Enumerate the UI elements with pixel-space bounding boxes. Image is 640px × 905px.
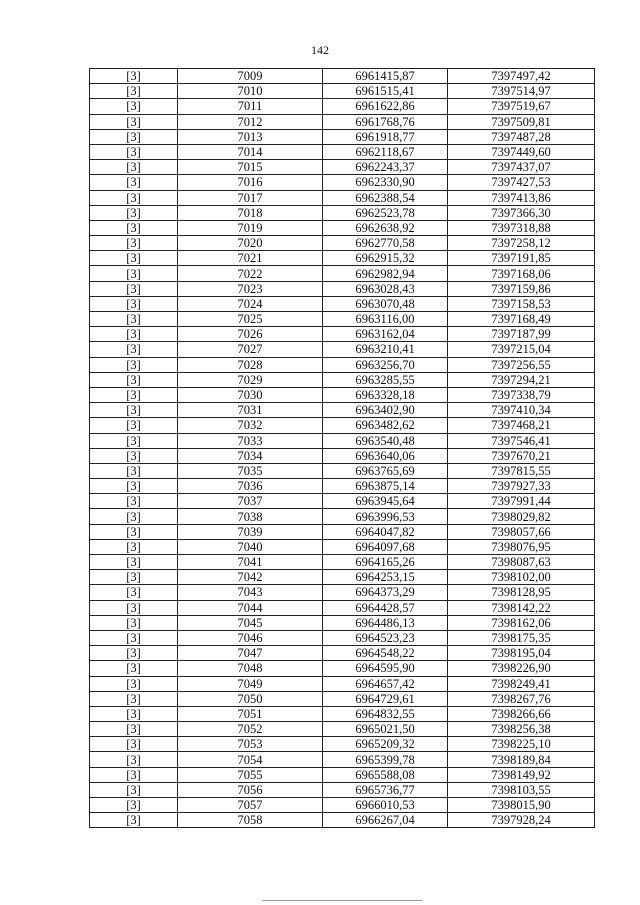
table-row <box>90 175 595 190</box>
point-number-cell: 7020 <box>178 236 323 251</box>
y-coordinate-cell: 7397927,33 <box>448 479 595 494</box>
point-number-cell: 7013 <box>178 129 323 144</box>
y-coordinate-cell: 7397815,55 <box>448 463 595 478</box>
table-row <box>90 84 595 99</box>
zone-cell: [3] <box>90 722 178 737</box>
x-coordinate-cell: 6963765,69 <box>323 463 448 478</box>
point-number-cell: 7043 <box>178 585 323 600</box>
table-row <box>90 813 595 828</box>
x-coordinate-cell: 6962770,58 <box>323 236 448 251</box>
point-number-cell: 7022 <box>178 266 323 281</box>
table-row <box>90 798 595 813</box>
point-number-cell: 7031 <box>178 403 323 418</box>
x-coordinate-cell: 6964523,23 <box>323 630 448 645</box>
point-number-cell: 7018 <box>178 205 323 220</box>
zone-cell: [3] <box>90 570 178 585</box>
zone-cell: [3] <box>90 357 178 372</box>
point-number-cell: 7053 <box>178 737 323 752</box>
zone-cell: [3] <box>90 387 178 402</box>
table-row <box>90 418 595 433</box>
point-number-cell: 7010 <box>178 84 323 99</box>
zone-cell: [3] <box>90 509 178 524</box>
y-coordinate-cell: 7398256,38 <box>448 722 595 737</box>
zone-cell: [3] <box>90 205 178 220</box>
y-coordinate-cell: 7397514,97 <box>448 84 595 99</box>
y-coordinate-cell: 7397338,79 <box>448 387 595 402</box>
y-coordinate-cell: 7397437,07 <box>448 160 595 175</box>
zone-cell: [3] <box>90 691 178 706</box>
zone-cell: [3] <box>90 737 178 752</box>
table-row <box>90 433 595 448</box>
zone-cell: [3] <box>90 220 178 235</box>
point-number-cell: 7030 <box>178 387 323 402</box>
zone-cell: [3] <box>90 342 178 357</box>
x-coordinate-cell: 6962330,90 <box>323 175 448 190</box>
y-coordinate-cell: 7398087,63 <box>448 555 595 570</box>
x-coordinate-cell: 6963162,04 <box>323 327 448 342</box>
point-number-cell: 7035 <box>178 463 323 478</box>
x-coordinate-cell: 6961918,77 <box>323 129 448 144</box>
table-row <box>90 509 595 524</box>
table-row <box>90 372 595 387</box>
y-coordinate-cell: 7398149,92 <box>448 767 595 782</box>
table-row <box>90 752 595 767</box>
x-coordinate-cell: 6965021,50 <box>323 722 448 737</box>
point-number-cell: 7032 <box>178 418 323 433</box>
x-coordinate-cell: 6961622,86 <box>323 99 448 114</box>
zone-cell: [3] <box>90 600 178 615</box>
y-coordinate-cell: 7398249,41 <box>448 676 595 691</box>
point-number-cell: 7050 <box>178 691 323 706</box>
y-coordinate-cell: 7398225,10 <box>448 737 595 752</box>
zone-cell: [3] <box>90 676 178 691</box>
point-number-cell: 7048 <box>178 661 323 676</box>
x-coordinate-cell: 6964548,22 <box>323 646 448 661</box>
table-row <box>90 600 595 615</box>
y-coordinate-cell: 7398015,90 <box>448 798 595 813</box>
zone-cell: [3] <box>90 706 178 721</box>
x-coordinate-cell: 6963210,41 <box>323 342 448 357</box>
x-coordinate-cell: 6965588,08 <box>323 767 448 782</box>
y-coordinate-cell: 7397468,21 <box>448 418 595 433</box>
zone-cell: [3] <box>90 144 178 159</box>
zone-cell: [3] <box>90 479 178 494</box>
x-coordinate-cell: 6962243,37 <box>323 160 448 175</box>
zone-cell: [3] <box>90 327 178 342</box>
y-coordinate-cell: 7397258,12 <box>448 236 595 251</box>
point-number-cell: 7041 <box>178 555 323 570</box>
zone-cell: [3] <box>90 372 178 387</box>
zone-cell: [3] <box>90 69 178 84</box>
x-coordinate-cell: 6963540,48 <box>323 433 448 448</box>
x-coordinate-cell: 6964253,15 <box>323 570 448 585</box>
zone-cell: [3] <box>90 296 178 311</box>
zone-cell: [3] <box>90 403 178 418</box>
table-row <box>90 555 595 570</box>
zone-cell: [3] <box>90 99 178 114</box>
zone-cell: [3] <box>90 661 178 676</box>
table-row <box>90 69 595 84</box>
table-row <box>90 236 595 251</box>
x-coordinate-cell: 6963996,53 <box>323 509 448 524</box>
point-number-cell: 7023 <box>178 281 323 296</box>
y-coordinate-cell: 7397509,81 <box>448 114 595 129</box>
y-coordinate-cell: 7397168,06 <box>448 266 595 281</box>
zone-cell: [3] <box>90 798 178 813</box>
y-coordinate-cell: 7398128,95 <box>448 585 595 600</box>
point-number-cell: 7028 <box>178 357 323 372</box>
y-coordinate-cell: 7398175,35 <box>448 630 595 645</box>
x-coordinate-cell: 6964832,55 <box>323 706 448 721</box>
x-coordinate-cell: 6963640,06 <box>323 448 448 463</box>
table-row <box>90 722 595 737</box>
y-coordinate-cell: 7398267,76 <box>448 691 595 706</box>
zone-cell: [3] <box>90 767 178 782</box>
zone-cell: [3] <box>90 463 178 478</box>
y-coordinate-cell: 7397497,42 <box>448 69 595 84</box>
zone-cell: [3] <box>90 539 178 554</box>
y-coordinate-cell: 7398189,84 <box>448 752 595 767</box>
table-row <box>90 570 595 585</box>
x-coordinate-cell: 6964097,68 <box>323 539 448 554</box>
y-coordinate-cell: 7397158,53 <box>448 296 595 311</box>
zone-cell: [3] <box>90 418 178 433</box>
table-row <box>90 220 595 235</box>
x-coordinate-cell: 6965209,32 <box>323 737 448 752</box>
zone-cell: [3] <box>90 251 178 266</box>
zone-cell: [3] <box>90 630 178 645</box>
x-coordinate-cell: 6961415,87 <box>323 69 448 84</box>
table-row <box>90 479 595 494</box>
zone-cell: [3] <box>90 615 178 630</box>
point-number-cell: 7038 <box>178 509 323 524</box>
y-coordinate-cell: 7398102,00 <box>448 570 595 585</box>
table-row <box>90 281 595 296</box>
zone-cell: [3] <box>90 236 178 251</box>
x-coordinate-cell: 6963285,55 <box>323 372 448 387</box>
table-row <box>90 615 595 630</box>
y-coordinate-cell: 7397991,44 <box>448 494 595 509</box>
x-coordinate-cell: 6962118,67 <box>323 144 448 159</box>
x-coordinate-cell: 6964428,57 <box>323 600 448 615</box>
zone-cell: [3] <box>90 281 178 296</box>
point-number-cell: 7011 <box>178 99 323 114</box>
y-coordinate-cell: 7398076,95 <box>448 539 595 554</box>
zone-cell: [3] <box>90 114 178 129</box>
point-number-cell: 7051 <box>178 706 323 721</box>
x-coordinate-cell: 6964595,90 <box>323 661 448 676</box>
x-coordinate-cell: 6964165,26 <box>323 555 448 570</box>
table-row <box>90 463 595 478</box>
y-coordinate-cell: 7397168,49 <box>448 312 595 327</box>
y-coordinate-cell: 7398057,66 <box>448 524 595 539</box>
y-coordinate-cell: 7398029,82 <box>448 509 595 524</box>
table-row <box>90 585 595 600</box>
y-coordinate-cell: 7398226,90 <box>448 661 595 676</box>
table-row <box>90 767 595 782</box>
point-number-cell: 7056 <box>178 782 323 797</box>
table-row <box>90 327 595 342</box>
x-coordinate-cell: 6962982,94 <box>323 266 448 281</box>
zone-cell: [3] <box>90 190 178 205</box>
zone-cell: [3] <box>90 646 178 661</box>
y-coordinate-cell: 7397928,24 <box>448 813 595 828</box>
point-number-cell: 7027 <box>178 342 323 357</box>
x-coordinate-cell: 6961515,41 <box>323 84 448 99</box>
y-coordinate-cell: 7398103,55 <box>448 782 595 797</box>
x-coordinate-cell: 6962523,78 <box>323 205 448 220</box>
point-number-cell: 7040 <box>178 539 323 554</box>
y-coordinate-cell: 7397366,30 <box>448 205 595 220</box>
zone-cell: [3] <box>90 433 178 448</box>
point-number-cell: 7054 <box>178 752 323 767</box>
y-coordinate-cell: 7398162,06 <box>448 615 595 630</box>
zone-cell: [3] <box>90 494 178 509</box>
table-row <box>90 737 595 752</box>
zone-cell: [3] <box>90 524 178 539</box>
table-row <box>90 144 595 159</box>
x-coordinate-cell: 6966010,53 <box>323 798 448 813</box>
table-row <box>90 342 595 357</box>
table-row <box>90 494 595 509</box>
point-number-cell: 7034 <box>178 448 323 463</box>
point-number-cell: 7017 <box>178 190 323 205</box>
x-coordinate-cell: 6962388,54 <box>323 190 448 205</box>
y-coordinate-cell: 7397410,34 <box>448 403 595 418</box>
zone-cell: [3] <box>90 555 178 570</box>
x-coordinate-cell: 6963256,70 <box>323 357 448 372</box>
x-coordinate-cell: 6964486,13 <box>323 615 448 630</box>
point-number-cell: 7045 <box>178 615 323 630</box>
point-number-cell: 7058 <box>178 813 323 828</box>
zone-cell: [3] <box>90 84 178 99</box>
table-row <box>90 524 595 539</box>
zone-cell: [3] <box>90 782 178 797</box>
y-coordinate-cell: 7397546,41 <box>448 433 595 448</box>
y-coordinate-cell: 7398142,22 <box>448 600 595 615</box>
y-coordinate-cell: 7397519,67 <box>448 99 595 114</box>
coordinates-table-body <box>90 69 595 828</box>
point-number-cell: 7049 <box>178 676 323 691</box>
point-number-cell: 7039 <box>178 524 323 539</box>
table-row <box>90 676 595 691</box>
point-number-cell: 7021 <box>178 251 323 266</box>
y-coordinate-cell: 7397487,28 <box>448 129 595 144</box>
table-row <box>90 691 595 706</box>
x-coordinate-cell: 6963328,18 <box>323 387 448 402</box>
y-coordinate-cell: 7397215,04 <box>448 342 595 357</box>
y-coordinate-cell: 7397670,21 <box>448 448 595 463</box>
x-coordinate-cell: 6962638,92 <box>323 220 448 235</box>
table-row <box>90 782 595 797</box>
table-row <box>90 387 595 402</box>
zone-cell: [3] <box>90 585 178 600</box>
point-number-cell: 7016 <box>178 175 323 190</box>
table-row <box>90 706 595 721</box>
x-coordinate-cell: 6965736,77 <box>323 782 448 797</box>
point-number-cell: 7057 <box>178 798 323 813</box>
y-coordinate-cell: 7397191,85 <box>448 251 595 266</box>
point-number-cell: 7009 <box>178 69 323 84</box>
x-coordinate-cell: 6963070,48 <box>323 296 448 311</box>
y-coordinate-cell: 7398266,66 <box>448 706 595 721</box>
x-coordinate-cell: 6964729,61 <box>323 691 448 706</box>
table-row <box>90 205 595 220</box>
x-coordinate-cell: 6965399,78 <box>323 752 448 767</box>
coordinates-table <box>89 68 595 828</box>
y-coordinate-cell: 7397318,88 <box>448 220 595 235</box>
zone-cell: [3] <box>90 813 178 828</box>
zone-cell: [3] <box>90 312 178 327</box>
y-coordinate-cell: 7397449,60 <box>448 144 595 159</box>
x-coordinate-cell: 6963945,64 <box>323 494 448 509</box>
x-coordinate-cell: 6962915,32 <box>323 251 448 266</box>
y-coordinate-cell: 7397427,53 <box>448 175 595 190</box>
point-number-cell: 7026 <box>178 327 323 342</box>
point-number-cell: 7046 <box>178 630 323 645</box>
x-coordinate-cell: 6964657,42 <box>323 676 448 691</box>
footer-rule <box>262 900 422 901</box>
point-number-cell: 7012 <box>178 114 323 129</box>
y-coordinate-cell: 7397413,86 <box>448 190 595 205</box>
y-coordinate-cell: 7397159,86 <box>448 281 595 296</box>
table-row <box>90 357 595 372</box>
point-number-cell: 7037 <box>178 494 323 509</box>
point-number-cell: 7029 <box>178 372 323 387</box>
point-number-cell: 7042 <box>178 570 323 585</box>
table-row <box>90 661 595 676</box>
table-row <box>90 266 595 281</box>
point-number-cell: 7019 <box>178 220 323 235</box>
x-coordinate-cell: 6963116,00 <box>323 312 448 327</box>
x-coordinate-cell: 6963028,43 <box>323 281 448 296</box>
table-row <box>90 129 595 144</box>
page-number: 142 <box>311 43 329 57</box>
zone-cell: [3] <box>90 175 178 190</box>
zone-cell: [3] <box>90 266 178 281</box>
table-row <box>90 646 595 661</box>
y-coordinate-cell: 7398195,04 <box>448 646 595 661</box>
point-number-cell: 7024 <box>178 296 323 311</box>
table-row <box>90 312 595 327</box>
x-coordinate-cell: 6963875,14 <box>323 479 448 494</box>
table-row <box>90 448 595 463</box>
point-number-cell: 7015 <box>178 160 323 175</box>
zone-cell: [3] <box>90 752 178 767</box>
x-coordinate-cell: 6963482,62 <box>323 418 448 433</box>
point-number-cell: 7055 <box>178 767 323 782</box>
point-number-cell: 7036 <box>178 479 323 494</box>
zone-cell: [3] <box>90 448 178 463</box>
zone-cell: [3] <box>90 160 178 175</box>
point-number-cell: 7014 <box>178 144 323 159</box>
x-coordinate-cell: 6964373,29 <box>323 585 448 600</box>
table-row <box>90 160 595 175</box>
zone-cell: [3] <box>90 129 178 144</box>
y-coordinate-cell: 7397187,99 <box>448 327 595 342</box>
table-row <box>90 539 595 554</box>
point-number-cell: 7047 <box>178 646 323 661</box>
table-row <box>90 296 595 311</box>
table-row <box>90 403 595 418</box>
x-coordinate-cell: 6961768,76 <box>323 114 448 129</box>
table-row <box>90 114 595 129</box>
point-number-cell: 7025 <box>178 312 323 327</box>
x-coordinate-cell: 6964047,82 <box>323 524 448 539</box>
x-coordinate-cell: 6966267,04 <box>323 813 448 828</box>
table-row <box>90 251 595 266</box>
point-number-cell: 7052 <box>178 722 323 737</box>
table-row <box>90 99 595 114</box>
y-coordinate-cell: 7397294,21 <box>448 372 595 387</box>
point-number-cell: 7033 <box>178 433 323 448</box>
point-number-cell: 7044 <box>178 600 323 615</box>
table-row <box>90 630 595 645</box>
table-row <box>90 190 595 205</box>
y-coordinate-cell: 7397256,55 <box>448 357 595 372</box>
x-coordinate-cell: 6963402,90 <box>323 403 448 418</box>
